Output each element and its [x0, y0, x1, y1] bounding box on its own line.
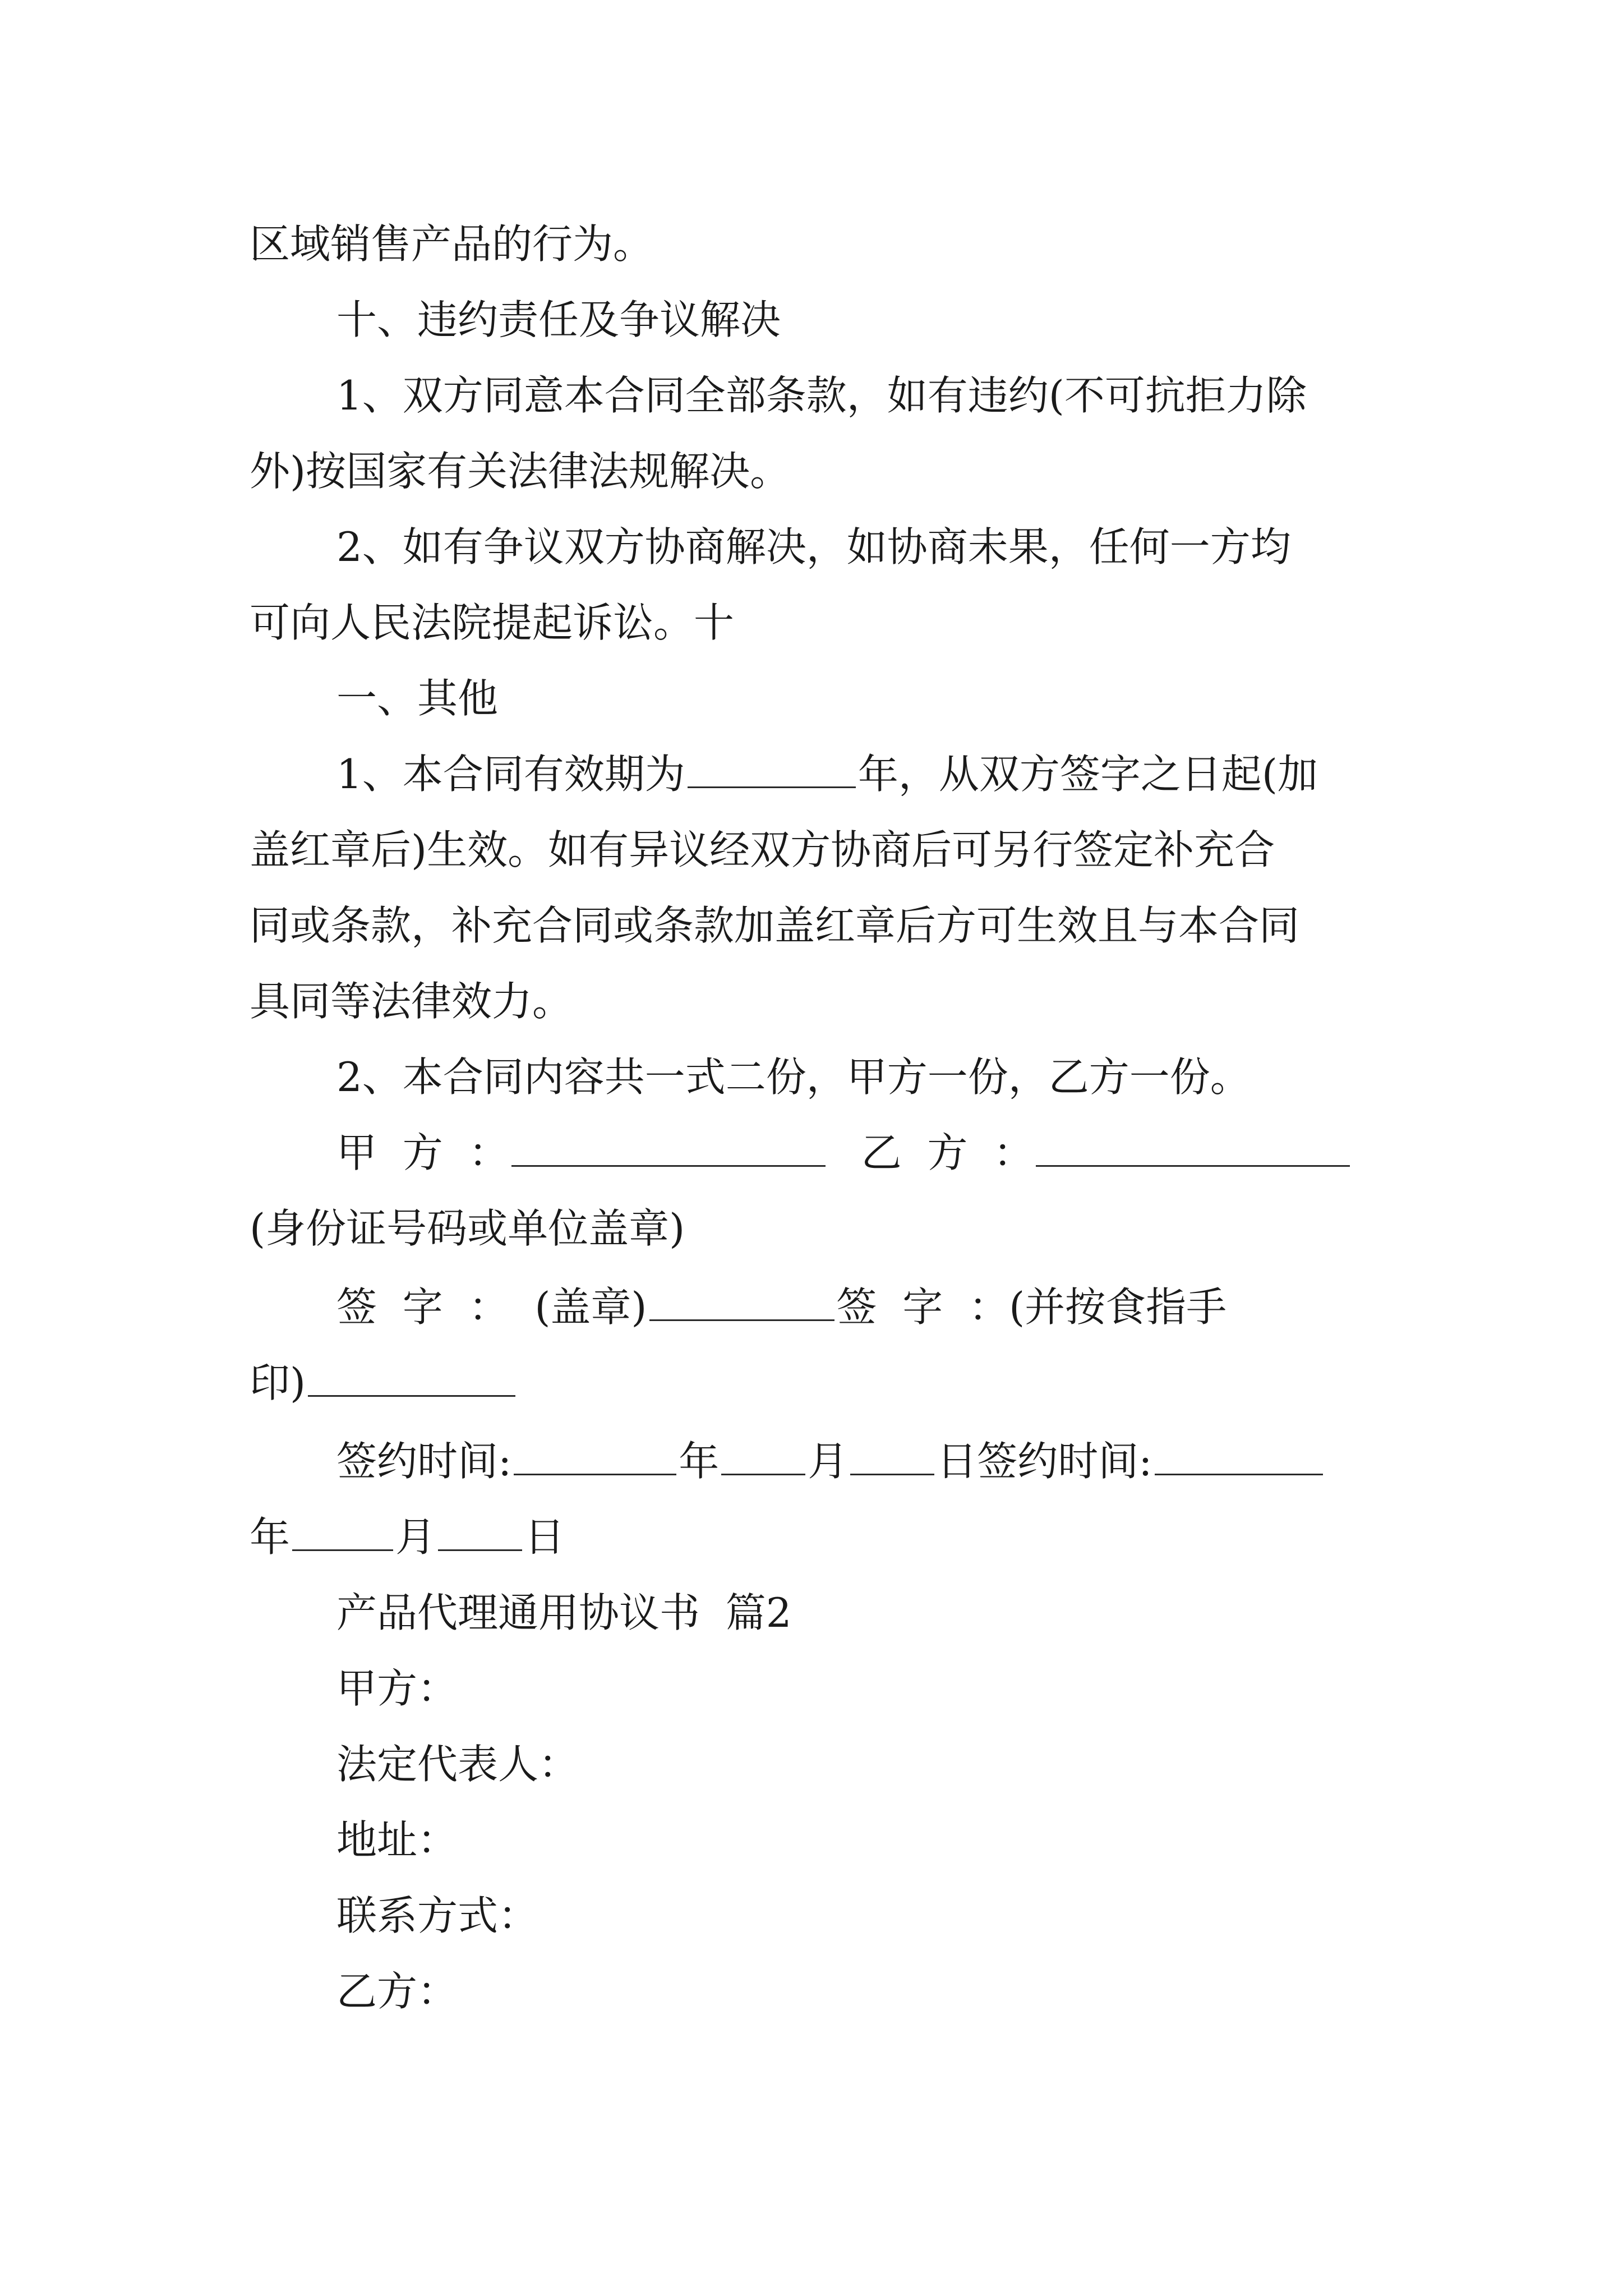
text-segment: 具同等法律效力。	[250, 978, 573, 1025]
month-blank[interactable]	[721, 1428, 805, 1475]
text-segment: 1、双方同意本合同全部条款，如有违约(不可抗拒力除	[336, 372, 1307, 419]
field-label	[336, 1806, 1382, 1874]
signing-date-row	[250, 1503, 1382, 1571]
year-label: 年	[250, 1513, 291, 1561]
text-segment: 可向人民法院提起诉讼。十	[250, 599, 735, 646]
field-label	[336, 1958, 1382, 2025]
month-label: 月	[808, 1438, 849, 1485]
text-segment: 甲方：	[336, 1665, 458, 1712]
text-segment: 区域销售产品的行为。	[250, 220, 654, 268]
section-heading	[336, 665, 1382, 732]
text-segment: 盖红章后)生效。如有异议经双方协商后可另行签定补充合	[250, 826, 1275, 873]
text-segment: 2、如有争议双方协商解决，如协商未果，任何一方均	[336, 523, 1291, 570]
text-segment: 地址：	[336, 1816, 458, 1864]
text-line	[336, 513, 1382, 581]
text-segment: 产品代理通用协议书 篇2	[336, 1589, 792, 1636]
text-line	[336, 362, 1382, 429]
text-segment: 1、本合同有效期为	[336, 751, 685, 798]
signing-date-label: 签约时间:	[336, 1438, 512, 1485]
text-segment: 年，从双方签字之日起(加	[857, 751, 1318, 798]
signature-row	[336, 1273, 1382, 1341]
text-line	[250, 816, 1382, 884]
section-heading	[336, 286, 1382, 353]
text-line	[250, 1349, 1382, 1416]
text-segment: (身份证号码或单位盖章)	[250, 1205, 685, 1252]
party-b-signature-label: 签 字 ：(并按食指手	[836, 1283, 1227, 1331]
text-segment: 外)按国家有关法律法规解决。	[250, 448, 791, 495]
party-b-signature-blank[interactable]	[308, 1349, 515, 1397]
field-label	[336, 1731, 1382, 1798]
text-line	[250, 892, 1382, 959]
signing-date-label: 日签约时间:	[937, 1438, 1152, 1485]
text-segment: 联系方式：	[336, 1892, 539, 1939]
text-segment: 同或条款，补充合同或条款加盖红章后方可生效且与本合同	[250, 902, 1300, 949]
section-title	[336, 1579, 1382, 1646]
text-segment: 印)	[250, 1359, 306, 1406]
field-label	[336, 1882, 1382, 1949]
field-label	[336, 1655, 1382, 1722]
party-a-blank[interactable]	[511, 1119, 826, 1167]
text-segment: 乙方：	[336, 1968, 458, 2015]
party-a-signature-blank[interactable]	[649, 1273, 834, 1321]
month-blank[interactable]	[292, 1503, 393, 1551]
year-blank[interactable]	[1155, 1428, 1323, 1475]
text-segment: 一、其他	[336, 675, 499, 722]
text-line	[336, 1043, 1382, 1111]
text-line	[250, 589, 1382, 656]
year-label: 年	[679, 1438, 720, 1485]
day-blank[interactable]	[438, 1503, 522, 1551]
text-line	[250, 1195, 1382, 1262]
text-segment: 2、本合同内容共一式二份，甲方一份，乙方一份。	[336, 1053, 1251, 1101]
year-blank[interactable]	[514, 1428, 676, 1475]
signature-parties-row	[336, 1119, 1382, 1186]
text-line	[250, 210, 1382, 278]
text-line	[336, 740, 1382, 808]
fill-in-blank[interactable]	[688, 740, 856, 788]
party-b-blank[interactable]	[1036, 1119, 1350, 1167]
month-label: 月	[395, 1513, 436, 1561]
day-label: 日	[524, 1513, 565, 1561]
text-segment: 法定代表人：	[336, 1741, 579, 1788]
text-line	[250, 438, 1382, 505]
party-b-label: 乙 方 ：	[861, 1129, 1034, 1176]
party-a-label: 甲 方 ：	[336, 1129, 509, 1176]
party-a-signature-label: 签 字 ： (盖章)	[336, 1283, 647, 1331]
day-blank[interactable]	[850, 1428, 934, 1475]
text-segment: 十、违约责任及争议解决	[336, 296, 781, 343]
text-line	[250, 968, 1382, 1035]
signing-date-row	[336, 1428, 1382, 1495]
